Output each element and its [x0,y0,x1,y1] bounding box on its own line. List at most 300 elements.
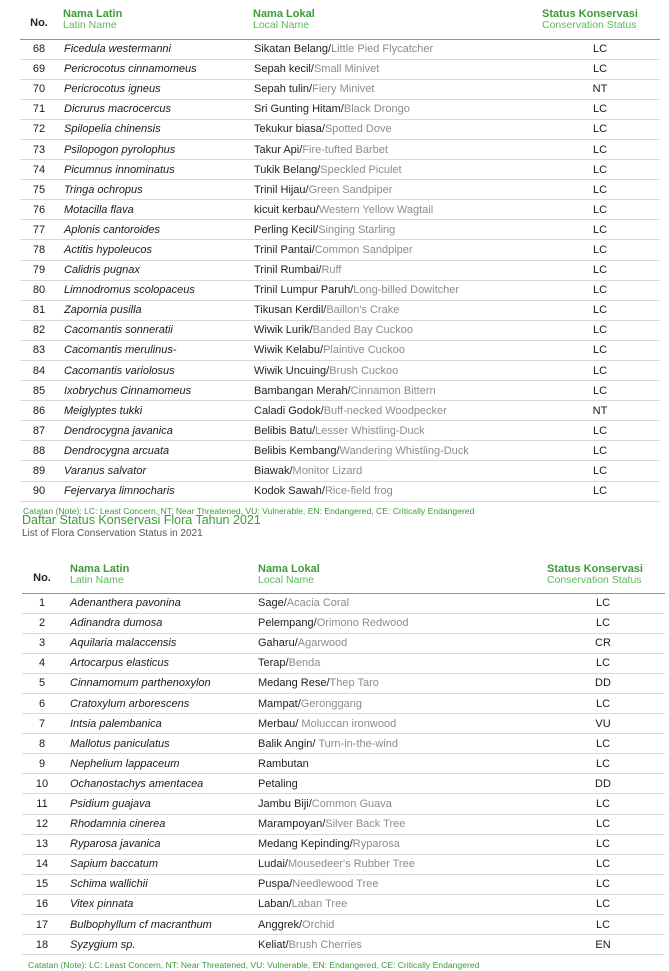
local-name [252,401,540,421]
conservation-status: LC [540,461,660,481]
table-row [22,814,665,834]
conservation-status: LC [540,99,660,119]
flora-header-local [256,563,541,593]
conservation-status: DD [541,673,665,693]
table-row [22,653,665,673]
conservation-status: LC [540,361,660,381]
fauna-header-latin-main: Nama Latin [63,8,123,20]
english-name-text: Black Drongo [343,103,410,116]
latin-name: Aplonis cantoroides [58,220,252,240]
local-name [256,633,541,653]
table-row [20,421,660,441]
table-row [20,441,660,461]
conservation-status: LC [540,421,660,441]
row-number: 18 [22,935,62,955]
conservation-status: NT [540,79,660,99]
row-number: 85 [20,381,58,401]
row-number: 78 [20,240,58,260]
local-name-text: Marampoyan/ [258,818,326,831]
local-name [252,39,540,59]
english-name-text: Moluccan ironwood [301,717,397,730]
local-name-text: Anggrek/ [258,918,303,931]
row-number: 3 [22,633,62,653]
english-name-text: Benda [288,657,321,670]
english-name-text: Singing Starling [318,223,396,236]
local-name [252,99,540,119]
local-name [256,834,541,854]
latin-name: Varanus salvator [58,461,252,481]
local-name [252,200,540,220]
conservation-status: LC [541,754,665,774]
latin-name: Ficedula westermanni [58,39,252,59]
table-row [20,300,660,320]
row-number: 6 [22,693,62,713]
fauna-header-row [20,8,660,39]
local-name-text: Caladi Godok/ [254,404,324,417]
table-row [22,794,665,814]
table-row [20,240,660,260]
flora-header-status-sub: Conservation Status [547,574,642,586]
local-name [252,280,540,300]
latin-name: Zapornia pusilla [58,300,252,320]
flora-header-local-main: Nama Lokal [258,563,320,575]
table-row [20,119,660,139]
flora-header-latin-sub: Latin Name [70,574,124,586]
conservation-status: LC [540,381,660,401]
fauna-header-status-main: Status Konservasi [542,8,638,20]
row-number: 80 [20,280,58,300]
english-name-text: Mousedeer's Rubber Tree [287,858,415,871]
local-name [256,754,541,774]
english-name-text: Buff-necked Woodpecker [323,404,447,417]
row-number: 1 [22,593,62,613]
english-name-text: Spotted Dove [324,123,392,136]
local-name [252,361,540,381]
local-name-text: Sikatan Belang/ [254,43,332,56]
row-number: 83 [20,340,58,360]
flora-header-latin [62,563,256,593]
local-name-text: Wiwik Kelabu/ [254,344,324,357]
latin-name: Artocarpus elasticus [62,653,256,673]
english-name-text: Laban Tree [291,898,348,911]
local-name [256,814,541,834]
table-row [20,200,660,220]
english-name-text: Brush Cherries [288,938,362,951]
fauna-header-local-main: Nama Lokal [253,8,315,20]
flora-table [22,563,665,955]
flora-note: Catatan (Note): LC: Least Concern, NT: Near Threatened, VU: Vulnerable, EN: Endangered, CE: Critically Endangered [28,960,480,971]
english-name-text: Rice-field frog [324,485,393,498]
latin-name: Vitex pinnata [62,894,256,914]
local-name [256,673,541,693]
row-number: 4 [22,653,62,673]
local-name [256,854,541,874]
table-row [20,160,660,180]
row-number: 74 [20,160,58,180]
latin-name: Rhodamnia cinerea [62,814,256,834]
fauna-header-latin [58,8,252,39]
english-name-text: Common Sandpiper [314,243,413,256]
conservation-status: LC [541,734,665,754]
local-name-text: Belibis Batu/ [254,424,316,437]
local-name [252,300,540,320]
english-name-text: Orimono Redwood [316,617,409,630]
english-name-text: Ryparosa [352,838,400,851]
latin-name: Cratoxylum arborescens [62,693,256,713]
row-number: 2 [22,613,62,633]
latin-name: Meiglyptes tukki [58,401,252,421]
row-number: 73 [20,139,58,159]
local-name-text: Biawak/ [254,465,293,478]
flora-title: Daftar Status Konservasi Flora Tahun 2021 [22,513,261,527]
local-name-text: Petaling [258,777,298,790]
conservation-status: LC [540,139,660,159]
local-name-text: Keliat/ [258,938,289,951]
row-number: 86 [20,401,58,421]
latin-name: Cacomantis sonneratii [58,320,252,340]
row-number: 10 [22,774,62,794]
row-number: 16 [22,894,62,914]
local-name-text: Laban/ [258,898,292,911]
english-name-text: Green Sandpiper [308,183,393,196]
local-name [252,160,540,180]
latin-name: Sapium baccatum [62,854,256,874]
row-number: 76 [20,200,58,220]
local-name-text: Terap/ [258,657,289,670]
english-name-text: Western Yellow Wagtail [318,203,434,216]
flora-header-local-sub: Local Name [258,574,315,586]
fauna-header-local [252,8,540,39]
flora-header-latin-main: Nama Latin [70,563,130,575]
local-name-text: Pelempang/ [258,617,317,630]
local-name-text: Sepah tulin/ [254,83,313,96]
table-row [20,461,660,481]
local-name [252,220,540,240]
english-name-text: Acacia Coral [286,597,350,610]
table-row [22,593,665,613]
latin-name: Fejervarya limnocharis [58,481,252,501]
row-number: 9 [22,754,62,774]
local-name-text: Merbau/ [258,717,302,730]
conservation-status: LC [540,280,660,300]
local-name-text: Jambu Biji/ [258,797,312,810]
row-number: 71 [20,99,58,119]
latin-name: Mallotus paniculatus [62,734,256,754]
table-row [22,633,665,653]
english-name-text: Baillon's Crake [326,304,400,317]
conservation-status: LC [541,794,665,814]
english-name-text: Geronggang [300,697,362,710]
local-name [252,481,540,501]
local-name-text: Medang Kepinding/ [258,838,353,851]
fauna-header-status-sub: Conservation Status [542,19,637,31]
english-name-text: Monitor Lizard [292,465,363,478]
english-name-text: Agarwood [297,637,348,650]
english-name-text: Needlewood Tree [292,878,379,891]
local-name-text: Perling Kecil/ [254,223,319,236]
english-name-text: Turn-in-the-wind [318,737,399,750]
latin-name: Syzygium sp. [62,935,256,955]
english-name-text: Common Guava [311,797,392,810]
local-name [252,240,540,260]
table-row [20,39,660,59]
conservation-status: LC [541,915,665,935]
table-row [22,613,665,633]
table-row [22,754,665,774]
latin-name: Pericrocotus cinnamomeus [58,59,252,79]
table-row [22,834,665,854]
english-name-text: Ruff [321,264,342,277]
row-number: 12 [22,814,62,834]
table-row [22,774,665,794]
local-name [252,461,540,481]
row-number: 7 [22,714,62,734]
english-name-text: Brush Cuckoo [329,364,399,377]
conservation-status: LC [540,441,660,461]
local-name-text: Tukik Belang/ [254,163,321,176]
row-number: 89 [20,461,58,481]
table-row [20,260,660,280]
conservation-status: LC [541,653,665,673]
flora-subtitle: List of Flora Conservation Status in 2021 [22,528,203,539]
latin-name: Bulbophyllum cf macranthum [62,915,256,935]
table-row [20,340,660,360]
latin-name: Ryparosa javanica [62,834,256,854]
table-row [22,714,665,734]
flora-header-row [22,563,665,593]
conservation-status: LC [541,613,665,633]
latin-name: Adinandra dumosa [62,613,256,633]
local-name-text: Balik Angin/ [258,737,319,750]
row-number: 77 [20,220,58,240]
table-row [22,874,665,894]
english-name-text: Plaintive Cuckoo [323,344,406,357]
conservation-status: CR [541,633,665,653]
row-number: 87 [20,421,58,441]
english-name-text: Cinnamon Bittern [350,384,436,397]
flora-header-status [541,563,665,593]
table-row [22,673,665,693]
local-name [256,714,541,734]
local-name-text: Sage/ [258,597,287,610]
conservation-status: LC [540,160,660,180]
local-name-text: Belibis Kembang/ [254,444,340,457]
local-name-text: Gaharu/ [258,637,298,650]
latin-name: Intsia palembanica [62,714,256,734]
fauna-section [0,8,669,517]
local-name [256,653,541,673]
row-number: 15 [22,874,62,894]
row-number: 81 [20,300,58,320]
table-row [20,79,660,99]
conservation-status: LC [540,240,660,260]
latin-name: Calidris pugnax [58,260,252,280]
table-row [22,915,665,935]
latin-name: Ixobrychus Cinnamomeus [58,381,252,401]
latin-name: Dicrurus macrocercus [58,99,252,119]
local-name-text: Trinil Lumpur Paruh/ [254,284,354,297]
row-number: 69 [20,59,58,79]
english-name-text: Wandering Whistling-Duck [339,444,469,457]
conservation-status: NT [540,401,660,421]
latin-name: Limnodromus scolopaceus [58,280,252,300]
local-name [252,180,540,200]
latin-name: Cinnamomum parthenoxylon [62,673,256,693]
local-name-text: Puspa/ [258,878,293,891]
row-number: 72 [20,119,58,139]
fauna-header-no: No. [30,17,48,30]
row-number: 13 [22,834,62,854]
row-number: 88 [20,441,58,461]
conservation-status: EN [541,935,665,955]
local-name [256,593,541,613]
conservation-status: LC [541,894,665,914]
latin-name: Dendrocygna javanica [58,421,252,441]
conservation-status: LC [541,854,665,874]
latin-name: Ochanostachys amentacea [62,774,256,794]
local-name [256,693,541,713]
conservation-status: LC [541,834,665,854]
conservation-status: LC [540,200,660,220]
table-row [22,894,665,914]
local-name [256,613,541,633]
local-name-text: Tekukur biasa/ [254,123,325,136]
conservation-status: LC [540,220,660,240]
english-name-text: Banded Bay Cuckoo [312,324,413,337]
conservation-status: LC [540,39,660,59]
english-name-text: Fire-tufted Barbet [302,143,388,156]
row-number: 82 [20,320,58,340]
row-number: 8 [22,734,62,754]
latin-name: Cacomantis merulinus- [58,340,252,360]
latin-name: Psidium guajava [62,794,256,814]
local-name [252,340,540,360]
conservation-status: VU [541,714,665,734]
latin-name: Nephelium lappaceum [62,754,256,774]
local-name [252,79,540,99]
english-name-text: Little Pied Flycatcher [331,43,434,56]
english-name-text: Small Minivet [313,63,380,76]
latin-name: Dendrocygna arcuata [58,441,252,461]
fauna-header-local-sub: Local Name [253,19,310,31]
flora-header-status-main: Status Konservasi [547,563,643,575]
local-name-text: Tikusan Kerdil/ [254,304,327,317]
flora-section [0,563,669,971]
local-name [252,119,540,139]
conservation-status: LC [540,119,660,139]
latin-name: Picumnus innominatus [58,160,252,180]
table-row [20,59,660,79]
fauna-table [20,8,660,502]
local-name-text: Kodok Sawah/ [254,485,325,498]
local-name-text: Wiwik Lurik/ [254,324,313,337]
latin-name: Schima wallichii [62,874,256,894]
conservation-status: LC [540,340,660,360]
local-name-text: Bambangan Merah/ [254,384,351,397]
local-name-text: Trinil Hijau/ [254,183,309,196]
table-row [20,220,660,240]
english-name-text: Speckled Piculet [320,163,402,176]
english-name-text: Fiery Minivet [312,83,375,96]
local-name [252,441,540,461]
table-row [20,99,660,119]
fauna-header-latin-sub: Latin Name [63,19,117,31]
local-name-text: Takur Api/ [254,143,303,156]
latin-name: Motacilla flava [58,200,252,220]
conservation-status: LC [541,593,665,613]
local-name [256,894,541,914]
local-name [256,874,541,894]
local-name-text: Trinil Pantai/ [254,243,315,256]
conservation-status: LC [540,260,660,280]
english-name-text: Long-billed Dowitcher [353,284,460,297]
local-name [252,421,540,441]
conservation-status: LC [540,59,660,79]
conservation-status: LC [541,874,665,894]
latin-name: Psilopogon pyrolophus [58,139,252,159]
latin-name: Spilopelia chinensis [58,119,252,139]
flora-table-body [22,593,665,955]
row-number: 70 [20,79,58,99]
latin-name: Pericrocotus igneus [58,79,252,99]
conservation-status: DD [541,774,665,794]
latin-name: Cacomantis variolosus [58,361,252,381]
local-name-text: Wiwik Uncuing/ [254,364,330,377]
local-name [252,139,540,159]
conservation-status: LC [540,300,660,320]
latin-name: Actitis hypoleucos [58,240,252,260]
table-row [22,734,665,754]
table-row [20,180,660,200]
english-name-text: Thep Taro [329,677,379,690]
conservation-status: LC [540,320,660,340]
conservation-status: LC [540,481,660,501]
table-row [20,361,660,381]
table-row [20,381,660,401]
english-name-text: Orchid [302,918,335,931]
local-name-text: Trinil Rumbai/ [254,264,322,277]
row-number: 11 [22,794,62,814]
fauna-table-body [20,39,660,501]
fauna-header-status [540,8,660,39]
conservation-status: LC [541,814,665,834]
local-name-text: Ludai/ [258,858,288,871]
table-row [20,401,660,421]
local-name [256,734,541,754]
table-row [22,935,665,955]
local-name-text: Rambutan [258,757,309,770]
english-name-text: Silver Back Tree [325,818,406,831]
local-name [252,320,540,340]
latin-name: Aquilaria malaccensis [62,633,256,653]
local-name-text: kicuit kerbau/ [254,203,319,216]
local-name [252,381,540,401]
conservation-status: LC [540,180,660,200]
latin-name: Tringa ochropus [58,180,252,200]
row-number: 17 [22,915,62,935]
latin-name: Adenanthera pavonina [62,593,256,613]
local-name [252,260,540,280]
row-number: 90 [20,481,58,501]
row-number: 14 [22,854,62,874]
local-name-text: Medang Rese/ [258,677,330,690]
local-name [256,935,541,955]
local-name-text: Sepah kecil/ [254,63,314,76]
local-name-text: Sri Gunting Hitam/ [254,103,344,116]
table-row [20,481,660,501]
table-row [22,854,665,874]
row-number: 68 [20,39,58,59]
